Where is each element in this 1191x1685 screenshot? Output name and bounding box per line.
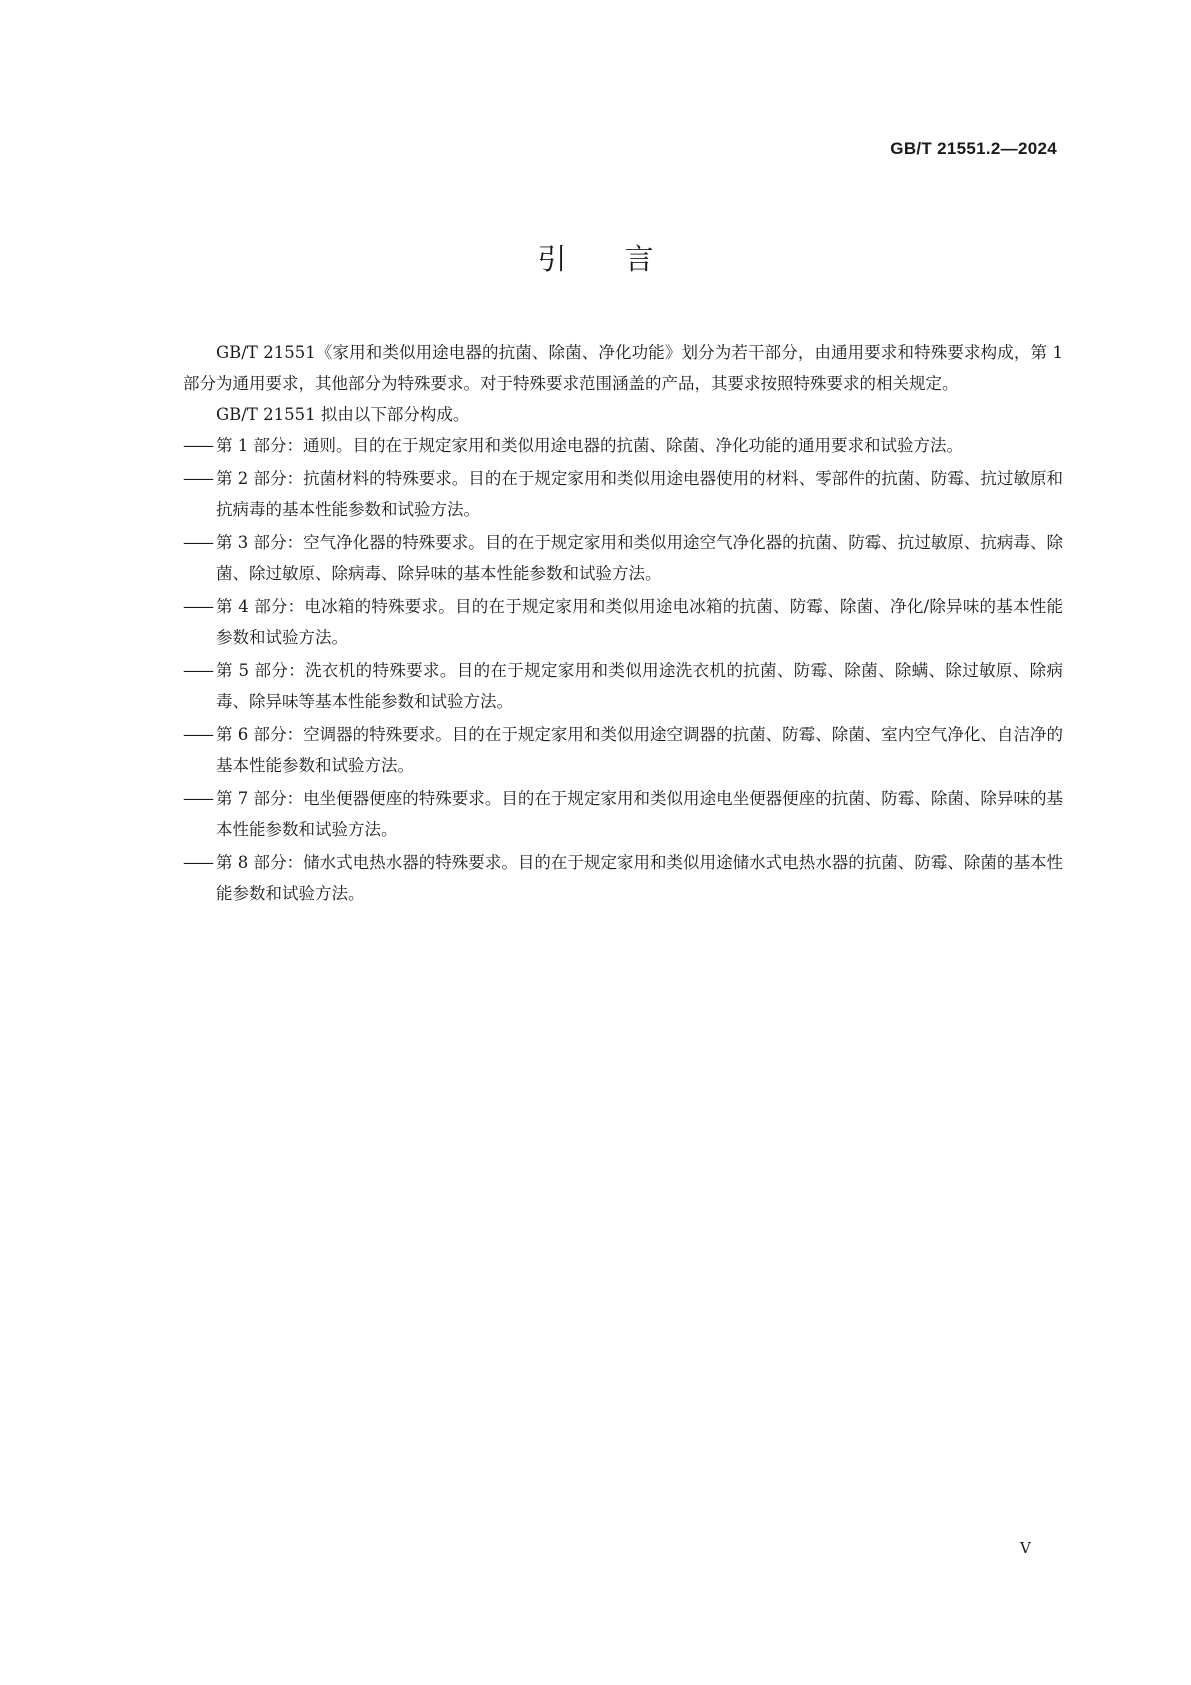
list-item-text: 第 1 部分：通则。目的在于规定家用和类似用途电器的抗菌、除菌、净化功能的通用要求和试验方法。 <box>216 436 963 455</box>
dash-marker: —— <box>183 789 212 808</box>
intro-paragraph: GB/T 21551 拟由以下部分构成。 <box>216 405 470 424</box>
list-item <box>183 430 1063 461</box>
list-item-text: 第 7 部分：电坐便器便座的特殊要求。目的在于规定家用和类似用途电坐便器便座的抗菌、防霉、除菌、除异味的基本性能参数和试验方法。 <box>216 789 1063 839</box>
list-item-text: 第 3 部分：空气净化器的特殊要求。目的在于规定家用和类似用途空气净化器的抗菌、防霉、抗过敏原、抗病毒、除菌、除过敏原、除病毒、除异味的基本性能参数和试验方法。 <box>216 533 1063 583</box>
intro-paragraph: GB/T 21551《家用和类似用途电器的抗菌、除菌、净化功能》划分为若干部分，由通用要求和特殊要求构成，第 1 部分为通用要求，其他部分为特殊要求。对于特殊要求范围涵盖的产品，其要求按照特殊要求的相关规定。 <box>183 343 1063 393</box>
list-item-text: 第 2 部分：抗菌材料的特殊要求。目的在于规定家用和类似用途电器使用的材料、零部件的抗菌、防霉、抗过敏原和抗病毒的基本性能参数和试验方法。 <box>216 469 1063 519</box>
document-code: GB/T 21551.2—2024 <box>890 139 1057 158</box>
list-item <box>183 527 1063 589</box>
list-item <box>183 463 1063 525</box>
list-item-text: 第 6 部分：空调器的特殊要求。目的在于规定家用和类似用途空调器的抗菌、防霉、除菌、室内空气净化、自洁净的基本性能参数和试验方法。 <box>216 725 1063 775</box>
introduction-body <box>183 337 1063 911</box>
list-item-text: 第 5 部分：洗衣机的特殊要求。目的在于规定家用和类似用途洗衣机的抗菌、防霉、除菌、除螨、除过敏原、除病毒、除异味等基本性能参数和试验方法。 <box>216 661 1063 711</box>
list-item <box>183 847 1063 909</box>
dash-marker: —— <box>183 533 212 552</box>
dash-marker: —— <box>183 725 212 744</box>
list-item <box>183 719 1063 781</box>
parts-list <box>183 430 1063 909</box>
page-number: V <box>1020 1539 1031 1557</box>
list-item-text: 第 8 部分：储水式电热水器的特殊要求。目的在于规定家用和类似用途储水式电热水器的抗菌、防霉、除菌的基本性能参数和试验方法。 <box>216 853 1063 903</box>
section-title: 引言 <box>537 242 712 276</box>
dash-marker: —— <box>183 469 212 488</box>
list-item-text: 第 4 部分：电冰箱的特殊要求。目的在于规定家用和类似用途电冰箱的抗菌、防霉、除菌、净化/除异味的基本性能参数和试验方法。 <box>216 597 1063 647</box>
dash-marker: —— <box>183 853 212 872</box>
dash-marker: —— <box>183 661 212 680</box>
dash-marker: —— <box>183 597 212 616</box>
list-item <box>183 783 1063 845</box>
list-item <box>183 655 1063 717</box>
list-item <box>183 591 1063 653</box>
dash-marker: —— <box>183 436 212 455</box>
